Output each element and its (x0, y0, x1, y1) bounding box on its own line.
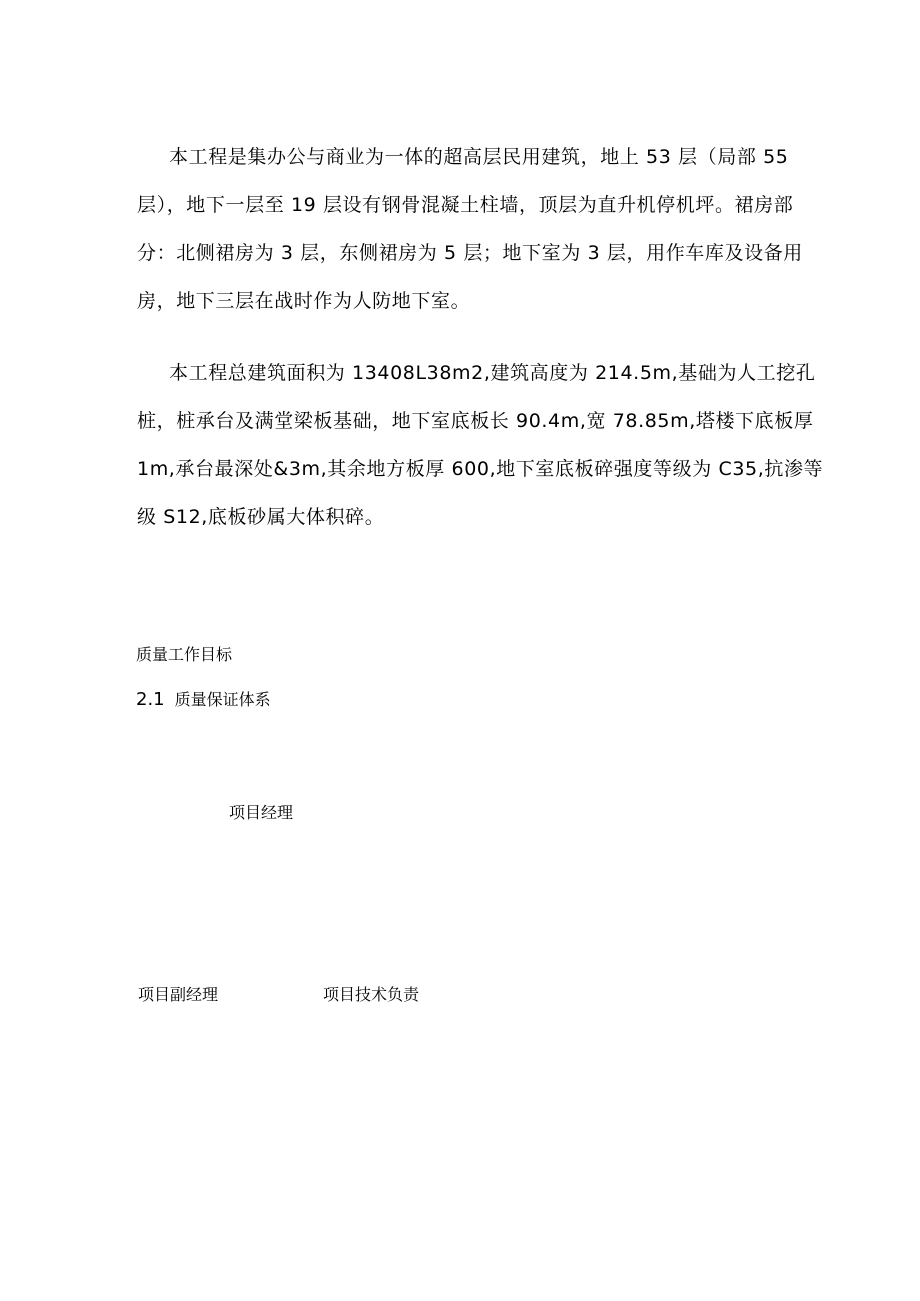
paragraph1-line-3: 分：北侧裙房为 3 层，东侧裙房为 5 层；地下室为 3 层，用作车库及设备用 (137, 242, 803, 264)
paragraph1-line-4: 房，地下三层在战时作为人防地下室。 (137, 290, 471, 312)
paragraph1-line-1: 本工程是集办公与商业为一体的超高层民用建筑，地上 53 层（局部 55 (169, 146, 789, 168)
subsection-number: 2.1 (136, 689, 165, 710)
paragraph1-line-2: 层），地下一层至 19 层设有钢骨混凝土柱墙，顶层为直升机停机坪。裙房部 (137, 194, 794, 216)
section-title: 质量工作目标 (136, 645, 233, 664)
paragraph2-line-2: 桩，桩承台及满堂梁板基础，地下室底板长 90.4m,宽 78.85m,塔楼下底板厚 (137, 410, 814, 432)
org-deputy-manager: 项目副经理 (138, 985, 219, 1004)
paragraph2-line-1: 本工程总建筑面积为 13408L38m2,建筑高度为 214.5m,基础为人工挖孔 (169, 362, 816, 384)
org-technical-lead: 项目技术负责 (323, 985, 420, 1004)
subsection-heading (136, 690, 271, 710)
org-manager: 项目经理 (229, 803, 294, 822)
paragraph2-line-3: 1m,承台最深处&3m,其余地方板厚 600,地下室底板碎强度等级为 C35,抗渗等 (137, 458, 824, 480)
paragraph2-line-4: 级 S12,底板砂属大体积碎。 (137, 506, 385, 528)
subsection-title: 质量保证体系 (174, 690, 271, 709)
